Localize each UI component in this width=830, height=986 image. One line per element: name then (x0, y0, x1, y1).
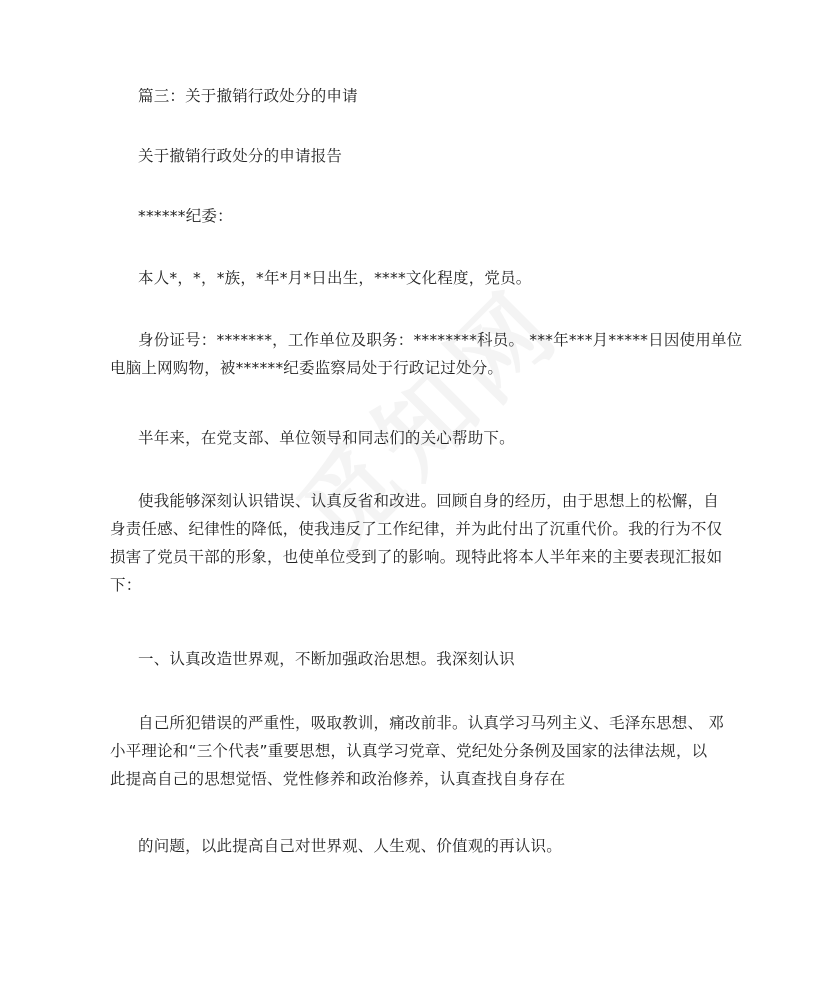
paragraph-half-year: 半年来，在党支部、单位领导和同志们的关心帮助下。 (138, 429, 515, 447)
heading-section-one: 一、认真改造世界观，不断加强政治思想。我深刻认识 (138, 650, 515, 668)
paragraph-reflection: 使我能够深刻认识错误、认真反省和改进。回顾自身的经历，由于思想上的松懈，自 身责任感、纪律性的降低，使我违反了工作纪律，并为此付出了沉重代价。我的行为不仅 损害了党员干部的形象，也使单位受到了的影响。现特此将本人半年来的主要表现汇报如 下： (110, 492, 723, 594)
report-title: 关于撤销行政处分的申请报告 (138, 147, 343, 165)
section-title: 篇三：关于撤销行政处分的申请 (138, 87, 358, 105)
salutation: ******纪委： (138, 207, 233, 225)
paragraph-personal-info: 本人*，*，*族，*年*月*日出生，****文化程度，党员。 (138, 269, 532, 287)
paragraph-problems: 的问题，以此提高自己对世界观、人生观、价值观的再认识。 (138, 837, 562, 855)
paragraph-id-info: 身份证号：*******，工作单位及职务：********科员。 ***年***月*****日因使用单位 电脑上网购物，被******纪委监察局处于行政记过处分。 (110, 331, 743, 377)
paragraph-study: 自己所犯错误的严重性，吸取教训，痛改前非。认真学习马列主义、毛泽东思想、 邓 小平理论和“三个代表”重要思想，认真学习党章、党纪处分条例及国家的法律法规，以 此提高自己的思想觉悟、党性修养和政治修养，认真查找自身存在 (110, 714, 725, 788)
